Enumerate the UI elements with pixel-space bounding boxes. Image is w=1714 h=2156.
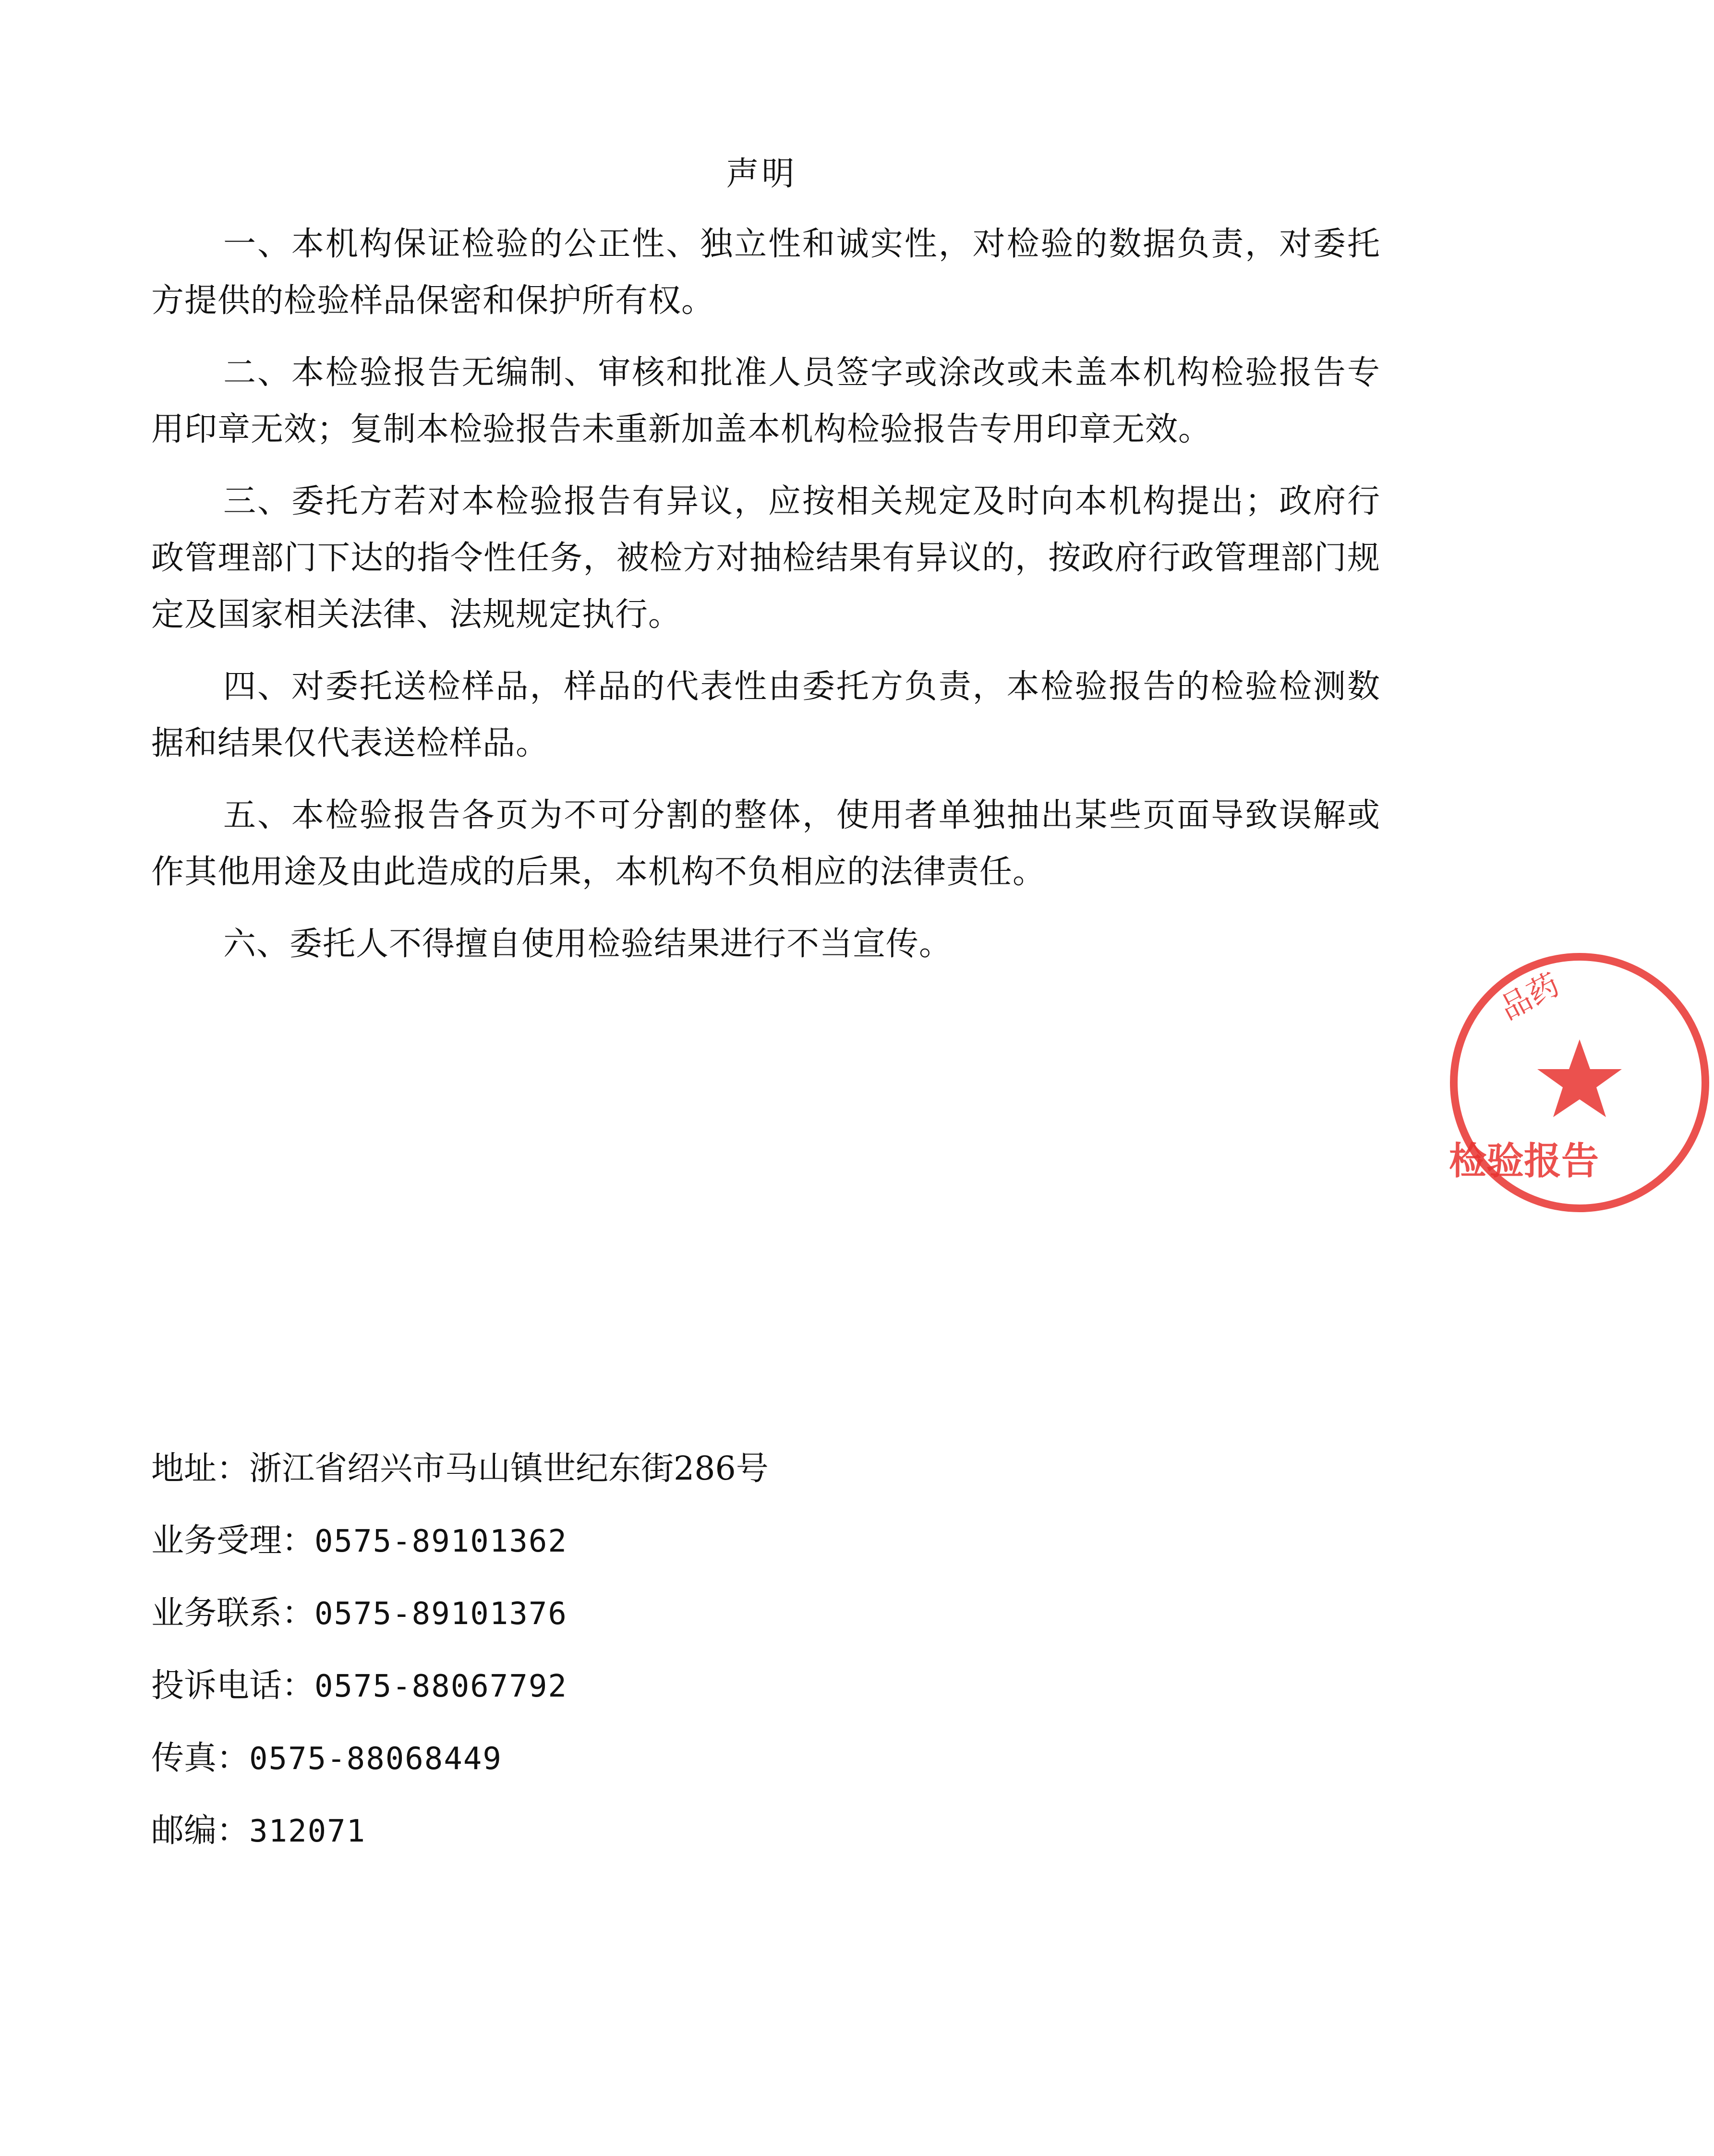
fax-label: 传真：: [151, 1739, 250, 1777]
clause-1: 一、本机构保证检验的公正性、独立性和诚实性，对检验的数据负责，对委托方提供的检验样品保密和保护所有权。: [151, 225, 1380, 320]
clause-5: 五、本检验报告各页为不可分割的整体，使用者单独抽出某些页面导致误解或作其他用途及由此造成的后果，本机构不负相应的法律责任。: [151, 796, 1380, 891]
fax-line: [151, 1722, 1304, 1795]
seal-bottom-text: 检验报告: [1449, 1140, 1599, 1183]
complaint-line: [151, 1650, 1304, 1722]
complaint-value: 0575-88067792: [314, 1669, 567, 1704]
business-accept-label: 业务受理：: [151, 1522, 315, 1560]
clause-2: 二、本检验报告无编制、审核和批准人员签字或涂改或未盖本机构检验报告专用印章无效；复制本检验报告未重新加盖本机构检验报告专用印章无效。: [151, 354, 1380, 448]
clause-3: 三、委托方若对本检验报告有异议，应按相关规定及时向本机构提出；政府行政管理部门下达的指令性任务，被检方对抽检结果有异议的，按政府行政管理部门规定及国家相关法律、法规规定执行。: [151, 482, 1380, 634]
complaint-label: 投诉电话：: [151, 1667, 315, 1705]
business-accept-value: 0575-89101362: [314, 1524, 567, 1559]
clause-6: 六、委托人不得擅自使用检验结果进行不当宣传。: [223, 925, 953, 963]
seal-star-icon: [1537, 1039, 1622, 1117]
official-seal: [1445, 948, 1714, 1217]
postcode-line: [151, 1795, 1304, 1867]
address-label: 地址：: [151, 1450, 250, 1488]
clause-4: 四、对委托送检样品，样品的代表性由委托方负责，本检验报告的检验检测数据和结果仅代表送检样品。: [151, 668, 1380, 762]
seal-top-text: 品药: [1494, 966, 1566, 1027]
business-contact-label: 业务联系：: [151, 1594, 315, 1632]
postcode-label: 邮编：: [151, 1812, 250, 1850]
contact-info: [151, 1433, 1304, 1867]
postcode-value: 312071: [249, 1814, 366, 1849]
declaration-clauses: [151, 216, 1380, 988]
page-title: 声明: [726, 155, 797, 193]
business-contact-line: [151, 1578, 1304, 1650]
business-accept-line: [151, 1505, 1304, 1578]
fax-value: 0575-88068449: [249, 1741, 502, 1777]
address-value: 浙江省绍兴市马山镇世纪东街286号: [249, 1450, 769, 1488]
address-line: [151, 1433, 1304, 1505]
business-contact-value: 0575-89101376: [314, 1596, 567, 1632]
